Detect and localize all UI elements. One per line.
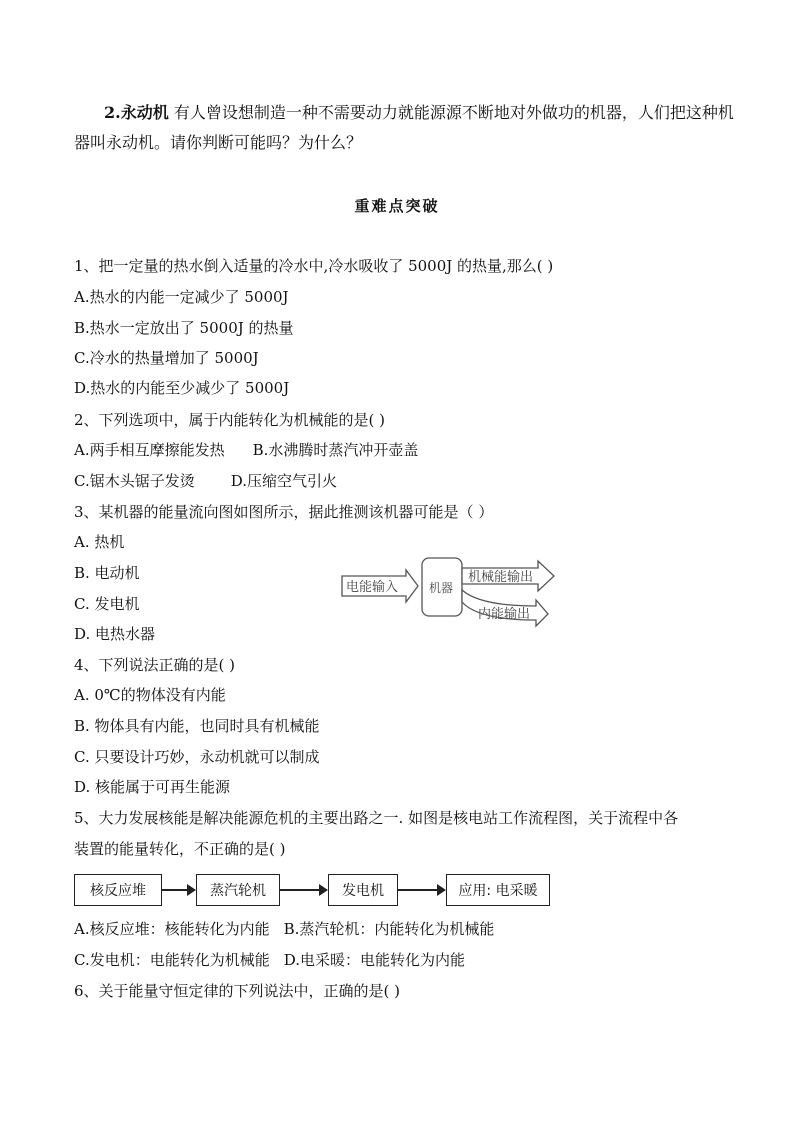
flow-arrow-2	[280, 889, 326, 891]
intro-text: 有人曾设想制造一种不需要动力就能源源不断地对外做功的机器，人们把这种机器叫永动机。请你判断可能吗？为什么？	[74, 103, 734, 152]
q1-option-a: A.热水的内能一定减少了 5000J	[74, 288, 289, 306]
q1-option-d: D.热水的内能至少减少了 5000J	[74, 379, 290, 397]
q4-option-b: B. 物体具有内能，也同时具有机械能	[74, 717, 320, 735]
q2-option-d: D.压缩空气引火	[230, 472, 337, 490]
section-title: 重难点突破	[354, 197, 440, 215]
nuclear-flow-chart	[74, 874, 554, 910]
q3-stem: 3、某机器的能量流向图如图所示，据此推测该机器可能是（ ）	[74, 503, 494, 521]
q5-option-b: B.蒸汽轮机：内能转化为机械能	[283, 920, 495, 938]
q1-option-b: B.热水一定放出了 5000J 的热量	[74, 319, 294, 337]
input-label: 电能输入	[346, 580, 399, 595]
q2-options-row2	[74, 471, 337, 491]
q3-option-b: B. 电动机	[74, 564, 140, 582]
q5-options-row1	[74, 919, 494, 939]
q3-option-c: C. 发电机	[74, 595, 140, 613]
intro-paragraph	[74, 98, 734, 158]
flow-step-application: 应用: 电采暖	[446, 874, 550, 906]
q6-stem: 6、关于能量守恒定律的下列说法中，正确的是( )	[74, 982, 401, 1000]
q4-option-d: D. 核能属于可再生能源	[74, 778, 231, 796]
q5-option-d: D.电采暖：电能转化为内能	[283, 951, 465, 969]
flow-step-reactor: 核反应堆	[74, 874, 162, 906]
q3-option-d: D. 电热水器	[74, 625, 156, 643]
q5-option-c: C.发电机：电能转化为机械能	[74, 951, 270, 969]
q2-options-row1	[74, 440, 418, 460]
q2-option-c: C.锯木头锯子发烫	[74, 472, 195, 490]
q2-option-b: B.水沸腾时蒸汽冲开壶盖	[252, 441, 419, 459]
q3-option-a: A. 热机	[74, 533, 125, 551]
flow-step-turbine: 蒸汽轮机	[196, 874, 280, 906]
q4-option-c: C. 只要设计巧妙，永动机就可以制成	[74, 748, 320, 766]
q2-option-a: A.两手相互摩擦能发热	[74, 441, 225, 459]
internal-output-label: 内能输出	[478, 607, 531, 622]
q5-options-row2	[74, 950, 465, 970]
flow-arrow-1	[162, 889, 194, 891]
q5-stem-line1: 5、大力发展核能是解决能源危机的主要出路之一. 如图是核电站工作流程图，关于流程中各	[74, 809, 679, 827]
energy-flow-diagram	[340, 556, 560, 630]
flow-step-generator: 发电机	[328, 874, 398, 906]
intro-label: 2.永动机	[104, 103, 169, 122]
flow-arrow-3	[398, 889, 444, 891]
q5-option-a: A.核反应堆：核能转化为内能	[74, 920, 270, 938]
q4-option-a: A. 0℃的物体没有内能	[74, 686, 226, 704]
q2-stem: 2、下列选项中，属于内能转化为机械能的是( )	[74, 411, 386, 429]
mechanical-output-label: 机械能输出	[468, 570, 534, 585]
q4-stem: 4、下列说法正确的是( )	[74, 656, 236, 674]
q1-option-c: C.冷水的热量增加了 5000J	[74, 349, 259, 367]
machine-label: 机器	[429, 581, 454, 595]
q1-stem: 1、把一定量的热水倒入适量的冷水中,冷水吸收了 5000J 的热量,那么( )	[74, 257, 554, 275]
q5-stem-line2: 装置的能量转化，不正确的是( )	[74, 840, 286, 858]
